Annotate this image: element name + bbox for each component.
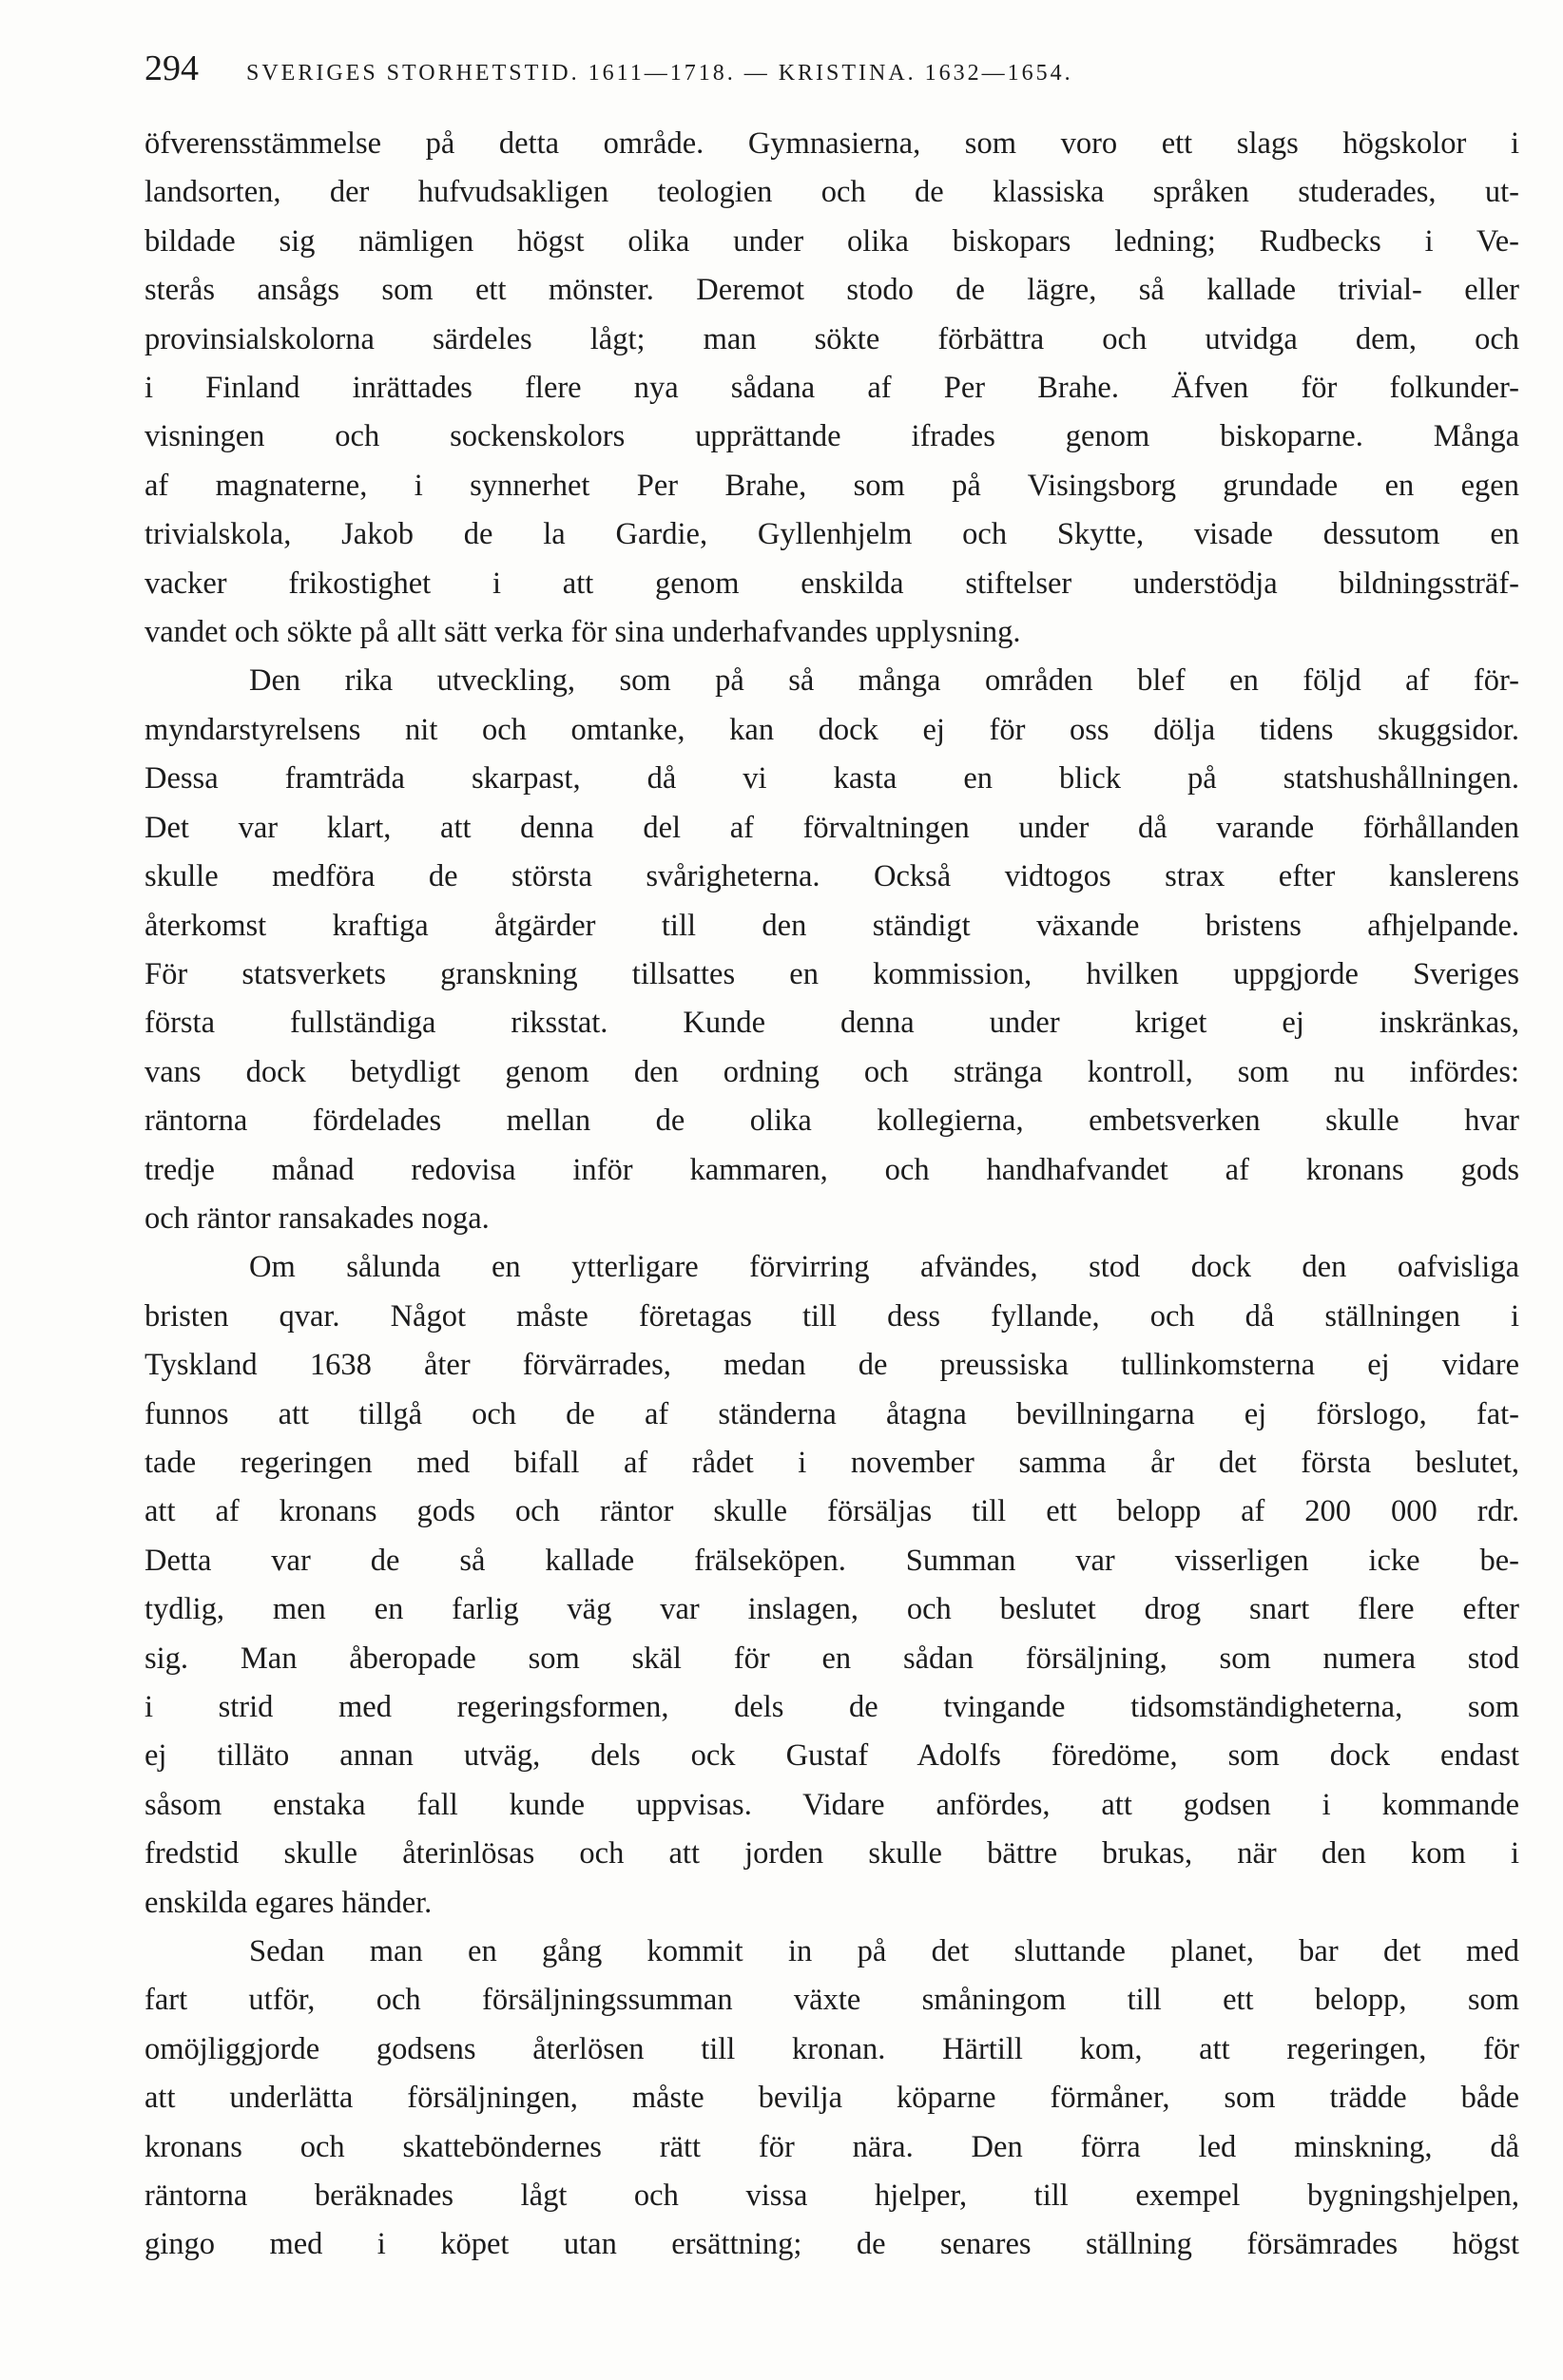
body-text [145,120,1519,2270]
text-line: och räntor ransakades noga. [145,1200,490,1236]
text-line: För statsverkets granskning tillsattes en kommission, hvilken uppgjorde Sveriges [145,956,1519,991]
text-line: skulle medföra de största svårigheterna. Också vidtogos strax efter kanslerens [145,859,1519,894]
text-line: omöjliggjorde godsens återlösen till kronan. Härtill kom, att regeringen, för [145,2031,1519,2066]
page-number: 294 [145,48,199,88]
text-line: bildade sig nämligen högst olika under olika biskopars ledning; Rudbecks i Ve- [145,223,1519,259]
text-line: Tyskland 1638 åter förvärrades, medan de preussiska tullinkomsterna ej vidare [145,1348,1519,1383]
text-line: visningen och sockenskolors upprättande ifrades genom biskoparne. Många [145,419,1519,454]
text-line: trivialskola, Jakob de la Gardie, Gyllenhjelm och Skytte, visade dessutom en [145,517,1519,552]
text-line: myndarstyrelsens nit och omtanke, kan dock ej för oss dölja tidens skuggsidor. [145,712,1519,747]
paragraph-2 [145,657,1519,1243]
text-line: Dessa framträda skarpast, då vi kasta en blick på statshushållningen. [145,761,1519,797]
text-line: Om sålunda en ytterligare förvirring afvändes, stod dock den oafvisliga [249,1250,1519,1285]
paragraph-4 [145,1928,1519,2270]
text-line: att underlätta försäljningen, måste bevilja köparne förmåner, som trädde både [145,2081,1519,2116]
text-line: vacker frikostighet i att genom enskilda stiftelser understödja bildningssträf- [145,566,1519,601]
page-header [145,48,1519,95]
text-line: Den rika utveckling, som på så många områden blef en följd af för- [249,663,1519,699]
text-line: i strid med regeringsformen, dels de tvingande tidsomständigheterna, som [145,1690,1519,1724]
text-line: räntorna fördelades mellan de olika kollegierna, embetsverken skulle hvar [145,1104,1519,1139]
book-page [145,48,1519,2270]
paragraph-1 [145,120,1519,657]
text-line: räntorna beräknades lågt och vissa hjelper, till exempel bygningshjelpen, [145,2178,1519,2214]
text-line: ej tilläto annan utväg, dels ock Gustaf Adolfs föredöme, som dock endast [145,1738,1519,1774]
text-line: enskilda egares händer. [145,1885,433,1920]
text-line: återkomst kraftiga åtgärder till den ständigt växande bristens afhjelpande. [145,908,1519,943]
text-line: gingo med i köpet utan ersättning; de senares ställning försämrades högst [145,2227,1519,2262]
text-line: öfverensstämmelse på detta område. Gymnasierna, som voro ett slags högskolor i [145,126,1519,161]
text-line: kronans och skatteböndernes rätt för nära. Den förra led minskning, då [145,2129,1519,2164]
text-line: i Finland inrättades flere nya sådana af Per Brahe. Äfven för folkunder- [145,371,1519,406]
text-line: vans dock betydligt genom den ordning och stränga kontroll, som nu infördes: [145,1054,1519,1089]
text-line: Sedan man en gång kommit in på det sluttande planet, bar det med [249,1934,1519,1969]
text-line: fart utför, och försäljningssumman växte småningom till ett belopp, som [145,1983,1519,2018]
text-line: landsorten, der hufvudsakligen teologien och de klassiska språken studerades, ut- [145,175,1519,210]
running-title: SVERIGES STORHETSTID. 1611—1718. — KRISTINA. 1632—1654. [246,61,1073,86]
text-line: bristen qvar. Något måste företagas till dess fyllande, och då ställningen i [145,1298,1519,1334]
text-line: tydlig, men en farlig väg var inslagen, och beslutet drog snart flere efter [145,1592,1519,1627]
text-line: såsom enstaka fall kunde uppvisas. Vidare anfördes, att godsen i kommande [145,1787,1519,1822]
text-line: tredje månad redovisa inför kammaren, och handhafvandet af kronans gods [145,1152,1519,1187]
text-line: Det var klart, att denna del af förvaltningen under då varande förhållanden [145,810,1519,845]
text-line: af magnaterne, i synnerhet Per Brahe, som på Visingsborg grundade en egen [145,468,1519,503]
text-line: sig. Man åberopade som skäl för en sådan försäljning, som numera stod [145,1641,1519,1676]
text-line: funnos att tillgå och de af ständerna åtagna bevillningarna ej förslogo, fat- [145,1396,1519,1431]
text-line: sterås ansågs som ett mönster. Deremot stodo de lägre, så kallade trivial- eller [145,273,1519,308]
text-line: första fullständiga riksstat. Kunde denna under kriget ej inskränkas, [145,1006,1519,1041]
text-line: vandet och sökte på allt sätt verka för sina underhafvandes upplysning. [145,615,1021,650]
text-line: fredstid skulle återinlösas och att jorden skulle bättre brukas, när den kom i [145,1836,1519,1871]
text-line: provinsialskolorna särdeles lågt; man sökte förbättra och utvidga dem, och [145,321,1519,356]
text-line: tade regeringen med bifall af rådet i november samma år det första beslutet, [145,1445,1519,1480]
text-line: att af kronans gods och räntor skulle försäljas till ett belopp af 200 000 rdr. [145,1494,1519,1529]
paragraph-3 [145,1243,1519,1928]
text-line: Detta var de så kallade frälseköpen. Summan var visserligen icke be- [145,1543,1519,1578]
